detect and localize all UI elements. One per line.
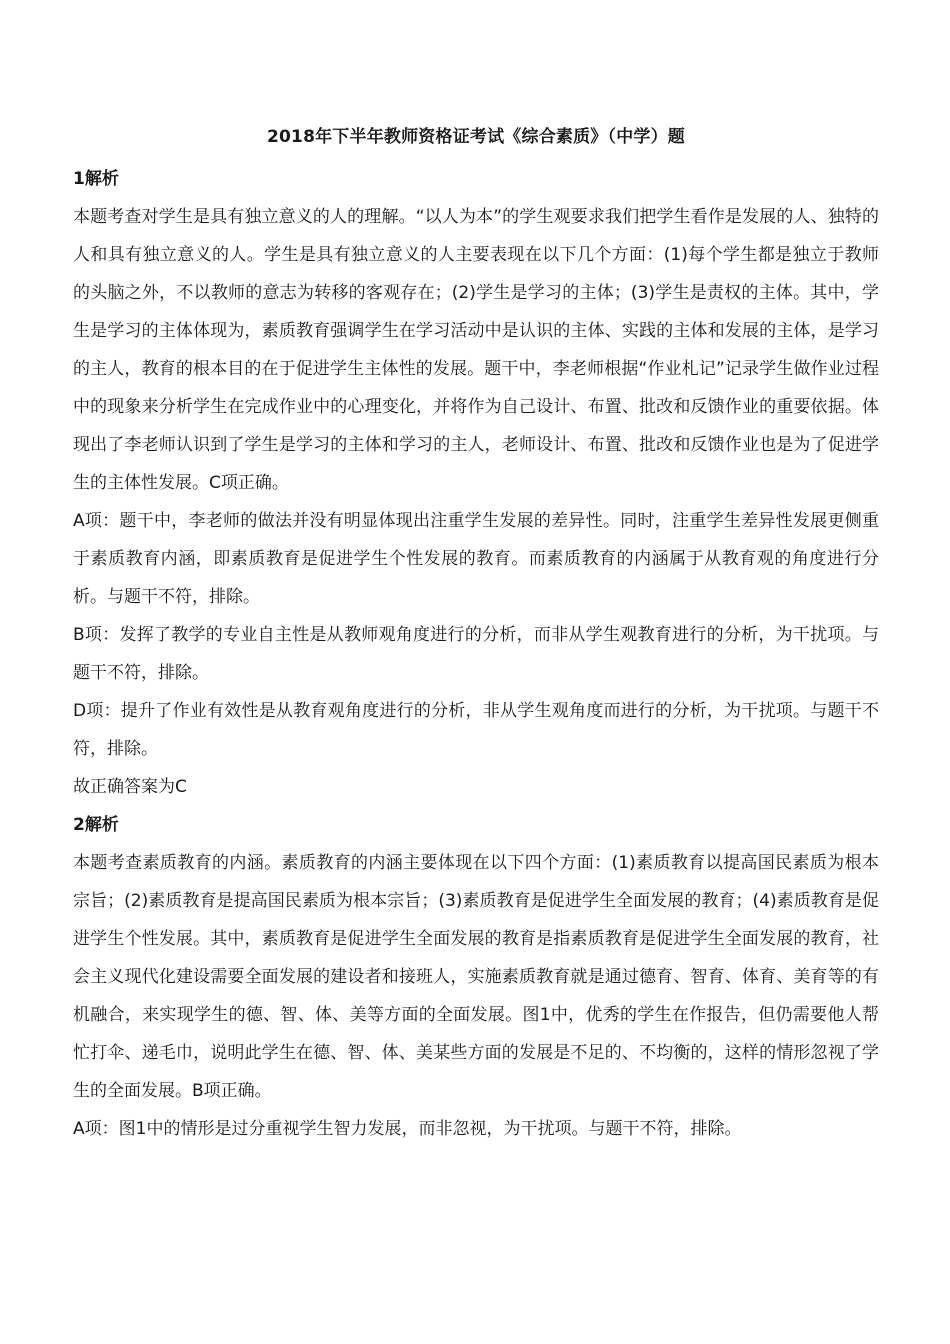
paragraph: B项：发挥了教学的专业自主性是从教师观角度进行的分析，而非从学生观教育进行的分析，为干扰项。与题干不符，排除。 — [73, 625, 879, 683]
section-heading: 2解析 — [73, 815, 119, 835]
section-heading: 1解析 — [73, 169, 119, 189]
paragraph: 故正确答案为C — [73, 777, 187, 797]
paragraph: A项：题干中，李老师的做法并没有明显体现出注重学生发展的差异性。同时，注重学生差异性发展更侧重于素质教育内涵，即素质教育是促进学生个性发展的教育。而素质教育的内涵属于从教育观的角度进行分析。与题干不符，排除。 — [73, 511, 879, 607]
paragraph: A项：图1中的情形是过分重视学生智力发展，而非忽视，为干扰项。与题干不符，排除。 — [73, 1119, 742, 1139]
paragraph: D项：提升了作业有效性是从教育观角度进行的分析，非从学生观角度而进行的分析，为干扰项。与题干不符，排除。 — [73, 701, 879, 759]
document-page — [73, 122, 879, 1148]
paragraph: 本题考查素质教育的内涵。素质教育的内涵主要体现在以下四个方面：(1)素质教育以提高国民素质为根本宗旨；(2)素质教育是提高国民素质为根本宗旨；(3)素质教育是促进学生全面发展的教育；(4)素质教育是促进学生个性发展。其中，素质教育是促进学生全面发展的教育是指素质教育是促进学生全面发展的教育，社会主义现代化建设需要全面发展的建设者和接班人，实施素质教育就是通过德育、智育、体育、美育等的有机融合，来实现学生的德、智、体、美等方面的全面发展。图1中，优秀的学生在作报告，但仍需要他人帮忙打伞、递毛巾，说明此学生在德、智、体、美某些方面的发展是不足的、不均衡的，这样的情形忽视了学生的全面发展。B项正确。 — [73, 853, 879, 1101]
paragraph: 本题考查对学生是具有独立意义的人的理解。“以人为本”的学生观要求我们把学生看作是发展的人、独特的人和具有独立意义的人。学生是具有独立意义的人主要表现在以下几个方面：(1)每个学生都是独立于教师的头脑之外，不以教师的意志为转移的客观存在；(2)学生是学习的主体；(3)学生是责权的主体。其中，学生是学习的主体体现为，素质教育强调学生在学习活动中是认识的主体、实践的主体和发展的主体，是学习的主人，教育的根本目的在于促进学生主体性的发展。题干中，李老师根据“作业札记”记录学生做作业过程中的现象来分析学生在完成作业中的心理变化，并将作为自己设计、布置、批改和反馈作业的重要依据。体现出了李老师认识到了学生是学习的主体和学习的主人，老师设计、布置、批改和反馈作业也是为了促进学生的主体性发展。C项正确。 — [73, 207, 879, 493]
section-2 — [73, 806, 879, 1148]
document-title: 2018年下半年教师资格证考试《综合素质》（中学）题 — [266, 127, 685, 147]
section-1 — [73, 160, 879, 806]
